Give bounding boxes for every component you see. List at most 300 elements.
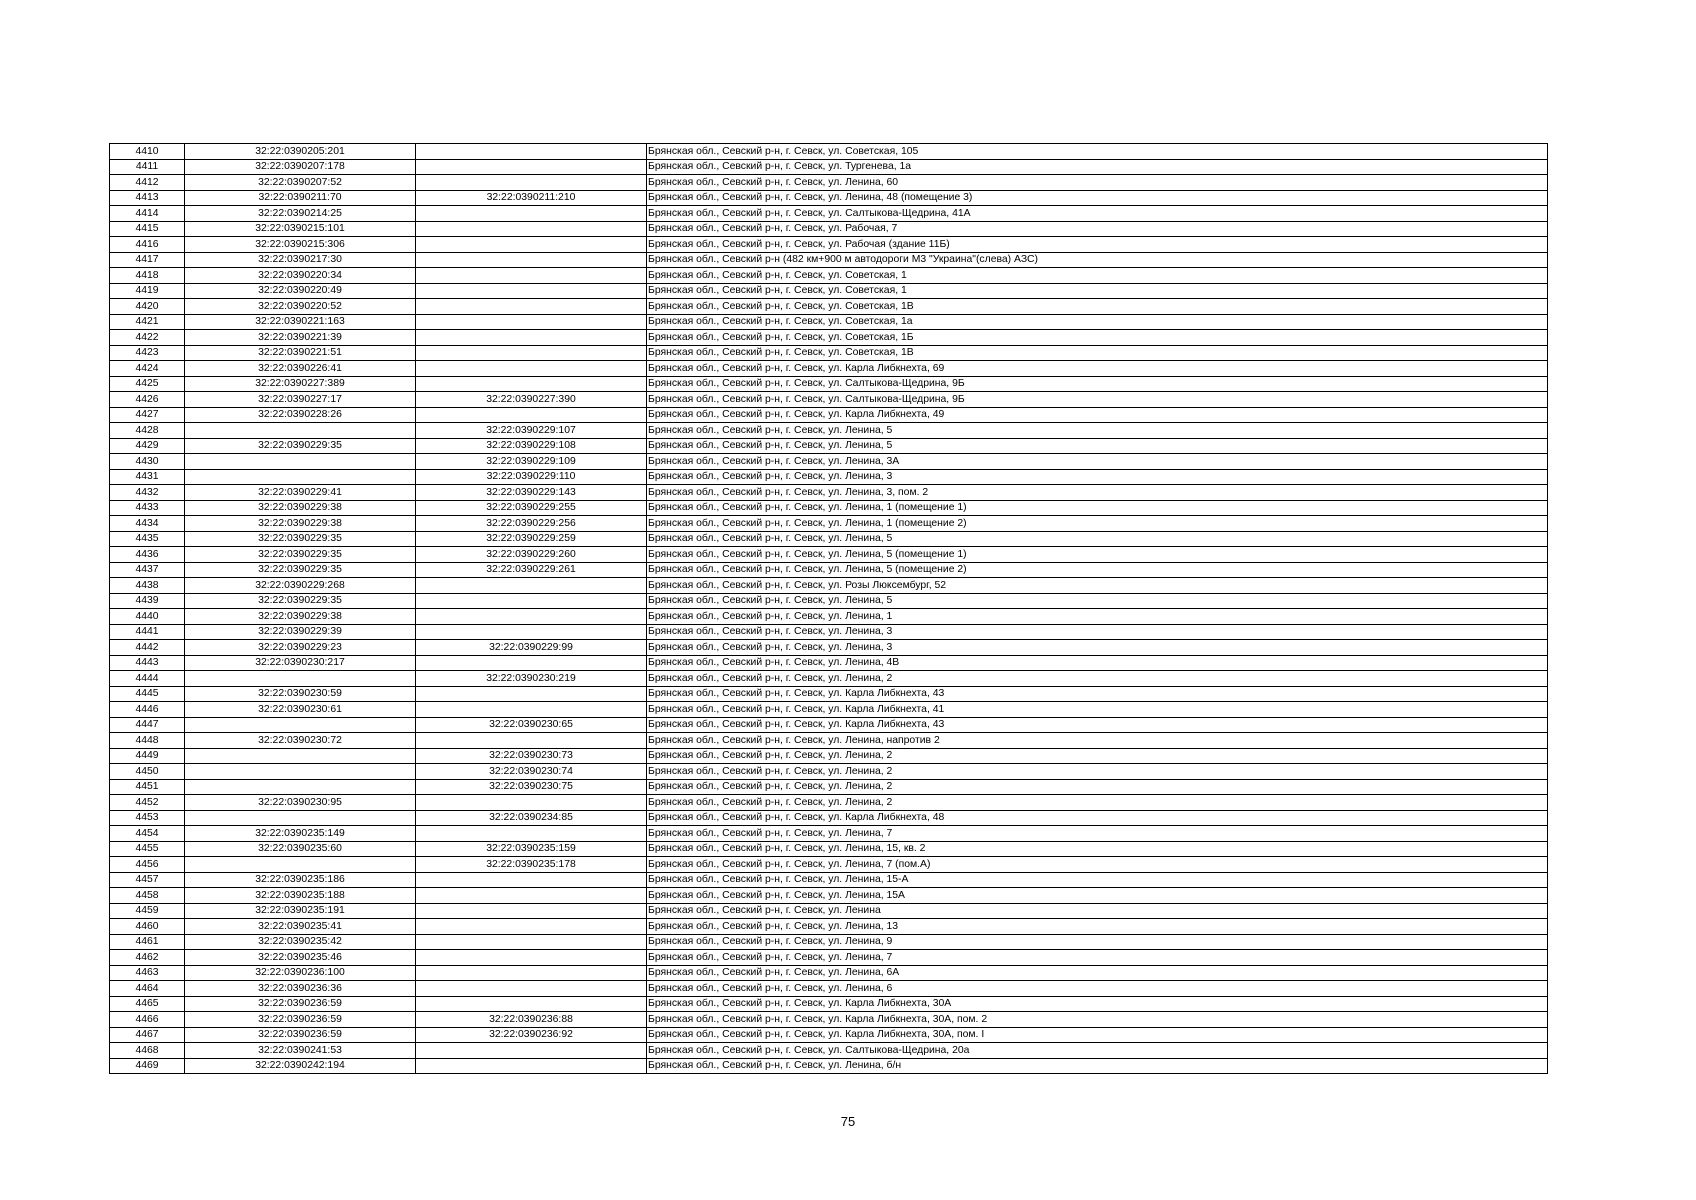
row-number-cell: 4448 bbox=[110, 733, 185, 749]
sub-cadastral-number-cell bbox=[416, 268, 647, 284]
address-cell: Брянская обл., Севский р-н, г. Севск, ул. Ленина, 2 bbox=[647, 671, 1548, 687]
row-number-cell: 4428 bbox=[110, 423, 185, 439]
table-row bbox=[110, 857, 1548, 873]
address-cell: Брянская обл., Севский р-н, г. Севск, ул. Советская, 1Б bbox=[647, 330, 1548, 346]
table-row bbox=[110, 609, 1548, 625]
cadastral-number-cell bbox=[185, 469, 416, 485]
sub-cadastral-number-cell bbox=[416, 144, 647, 160]
table-row bbox=[110, 996, 1548, 1012]
cadastral-number-cell: 32:22:0390235:42 bbox=[185, 934, 416, 950]
address-cell: Брянская обл., Севский р-н, г. Севск, ул. Ленина, 6 bbox=[647, 981, 1548, 997]
address-cell: Брянская обл., Севский р-н, г. Севск, ул. Ленина bbox=[647, 903, 1548, 919]
cadastral-number-cell bbox=[185, 764, 416, 780]
row-number-cell: 4431 bbox=[110, 469, 185, 485]
sub-cadastral-number-cell bbox=[416, 733, 647, 749]
sub-cadastral-number-cell bbox=[416, 314, 647, 330]
sub-cadastral-number-cell: 32:22:0390229:256 bbox=[416, 516, 647, 532]
address-cell: Брянская обл., Севский р-н, г. Севск, ул. Карла Либкнехта, 49 bbox=[647, 407, 1548, 423]
sub-cadastral-number-cell bbox=[416, 934, 647, 950]
address-cell: Брянская обл., Севский р-н, г. Севск, ул. Ленина, 2 bbox=[647, 748, 1548, 764]
address-cell: Брянская обл., Севский р-н, г. Севск, ул. Советская, 1В bbox=[647, 345, 1548, 361]
address-cell: Брянская обл., Севский р-н, г. Севск, ул. Карла Либкнехта, 69 bbox=[647, 361, 1548, 377]
address-cell: Брянская обл., Севский р-н, г. Севск, ул. Карла Либкнехта, 30А, пом. 2 bbox=[647, 1012, 1548, 1028]
row-number-cell: 4455 bbox=[110, 841, 185, 857]
table-row bbox=[110, 330, 1548, 346]
table-row bbox=[110, 795, 1548, 811]
sub-cadastral-number-cell: 32:22:0390230:65 bbox=[416, 717, 647, 733]
sub-cadastral-number-cell: 32:22:0390230:73 bbox=[416, 748, 647, 764]
cadastral-number-cell: 32:22:0390221:51 bbox=[185, 345, 416, 361]
cadastral-number-cell: 32:22:0390235:149 bbox=[185, 826, 416, 842]
table-row bbox=[110, 919, 1548, 935]
cadastral-number-cell: 32:22:0390229:41 bbox=[185, 485, 416, 501]
address-cell: Брянская обл., Севский р-н, г. Севск, ул. Советская, 1 bbox=[647, 268, 1548, 284]
cadastral-number-cell: 32:22:0390235:191 bbox=[185, 903, 416, 919]
sub-cadastral-number-cell: 32:22:0390229:143 bbox=[416, 485, 647, 501]
sub-cadastral-number-cell: 32:22:0390229:261 bbox=[416, 562, 647, 578]
address-cell: Брянская обл., Севский р-н, г. Севск, ул. Ленина, 9 bbox=[647, 934, 1548, 950]
cadastral-number-cell: 32:22:0390215:306 bbox=[185, 237, 416, 253]
sub-cadastral-number-cell: 32:22:0390236:92 bbox=[416, 1027, 647, 1043]
address-cell: Брянская обл., Севский р-н, г. Севск, ул. Ленина, 1 (помещение 1) bbox=[647, 500, 1548, 516]
table-row bbox=[110, 206, 1548, 222]
row-number-cell: 4469 bbox=[110, 1058, 185, 1074]
row-number-cell: 4437 bbox=[110, 562, 185, 578]
table-row bbox=[110, 1058, 1548, 1074]
address-cell: Брянская обл., Севский р-н, г. Севск, ул. Советская, 1а bbox=[647, 314, 1548, 330]
cadastral-number-cell: 32:22:0390220:52 bbox=[185, 299, 416, 315]
sub-cadastral-number-cell bbox=[416, 1058, 647, 1074]
row-number-cell: 4461 bbox=[110, 934, 185, 950]
table-row bbox=[110, 717, 1548, 733]
cadastral-number-cell bbox=[185, 857, 416, 873]
sub-cadastral-number-cell: 32:22:0390229:255 bbox=[416, 500, 647, 516]
row-number-cell: 4462 bbox=[110, 950, 185, 966]
row-number-cell: 4413 bbox=[110, 190, 185, 206]
sub-cadastral-number-cell bbox=[416, 330, 647, 346]
row-number-cell: 4457 bbox=[110, 872, 185, 888]
address-cell: Брянская обл., Севский р-н, г. Севск, ул. Ленина, 15А bbox=[647, 888, 1548, 904]
cadastral-number-cell: 32:22:0390236:100 bbox=[185, 965, 416, 981]
cadastral-number-cell: 32:22:0390230:72 bbox=[185, 733, 416, 749]
row-number-cell: 4438 bbox=[110, 578, 185, 594]
cadastral-number-cell: 32:22:0390205:201 bbox=[185, 144, 416, 160]
address-cell: Брянская обл., Севский р-н, г. Севск, ул. Розы Люксембург, 52 bbox=[647, 578, 1548, 594]
address-cell: Брянская обл., Севский р-н, г. Севск, ул. Ленина, 7 bbox=[647, 826, 1548, 842]
row-number-cell: 4420 bbox=[110, 299, 185, 315]
row-number-cell: 4468 bbox=[110, 1043, 185, 1059]
table-row bbox=[110, 779, 1548, 795]
sub-cadastral-number-cell bbox=[416, 872, 647, 888]
address-cell: Брянская обл., Севский р-н, г. Севск, ул. Ленина, 3 bbox=[647, 624, 1548, 640]
address-cell: Брянская обл., Севский р-н, г. Севск, ул. Ленина, 3, пом. 2 bbox=[647, 485, 1548, 501]
sub-cadastral-number-cell bbox=[416, 361, 647, 377]
sub-cadastral-number-cell bbox=[416, 981, 647, 997]
address-cell: Брянская обл., Севский р-н, г. Севск, ул. Карла Либкнехта, 30А, пом. I bbox=[647, 1027, 1548, 1043]
registry-table-body bbox=[110, 144, 1548, 1074]
cadastral-number-cell: 32:22:0390221:163 bbox=[185, 314, 416, 330]
table-row bbox=[110, 671, 1548, 687]
table-row bbox=[110, 190, 1548, 206]
cadastral-number-cell: 32:22:0390228:26 bbox=[185, 407, 416, 423]
cadastral-number-cell: 32:22:0390235:46 bbox=[185, 950, 416, 966]
cadastral-number-cell: 32:22:0390229:268 bbox=[185, 578, 416, 594]
row-number-cell: 4465 bbox=[110, 996, 185, 1012]
row-number-cell: 4458 bbox=[110, 888, 185, 904]
sub-cadastral-number-cell bbox=[416, 888, 647, 904]
address-cell: Брянская обл., Севский р-н, г. Севск, ул. Карла Либкнехта, 43 bbox=[647, 686, 1548, 702]
table-row bbox=[110, 221, 1548, 237]
address-cell: Брянская обл., Севский р-н, г. Севск, ул. Ленина, 5 bbox=[647, 438, 1548, 454]
cadastral-number-cell: 32:22:0390235:41 bbox=[185, 919, 416, 935]
address-cell: Брянская обл., Севский р-н, г. Севск, ул. Салтыкова-Щедрина, 9Б bbox=[647, 376, 1548, 392]
row-number-cell: 4459 bbox=[110, 903, 185, 919]
table-row bbox=[110, 562, 1548, 578]
address-cell: Брянская обл., Севский р-н, г. Севск, ул. Карла Либкнехта, 30А bbox=[647, 996, 1548, 1012]
table-row bbox=[110, 1043, 1548, 1059]
cadastral-number-cell: 32:22:0390236:59 bbox=[185, 1012, 416, 1028]
table-row bbox=[110, 826, 1548, 842]
row-number-cell: 4460 bbox=[110, 919, 185, 935]
address-cell: Брянская обл., Севский р-н, г. Севск, ул. Советская, 1 bbox=[647, 283, 1548, 299]
cadastral-number-cell: 32:22:0390217:30 bbox=[185, 252, 416, 268]
sub-cadastral-number-cell bbox=[416, 702, 647, 718]
table-row bbox=[110, 268, 1548, 284]
address-cell: Брянская обл., Севский р-н, г. Севск, ул. Ленина, 15, кв. 2 bbox=[647, 841, 1548, 857]
sub-cadastral-number-cell bbox=[416, 175, 647, 191]
sub-cadastral-number-cell bbox=[416, 609, 647, 625]
row-number-cell: 4439 bbox=[110, 593, 185, 609]
cadastral-number-cell: 32:22:0390229:35 bbox=[185, 593, 416, 609]
address-cell: Брянская обл., Севский р-н, г. Севск, ул. Ленина, б/н bbox=[647, 1058, 1548, 1074]
sub-cadastral-number-cell bbox=[416, 237, 647, 253]
sub-cadastral-number-cell bbox=[416, 903, 647, 919]
address-cell: Брянская обл., Севский р-н (482 км+900 м автодороги М3 "Украина"(слева) АЗС) bbox=[647, 252, 1548, 268]
cadastral-number-cell: 32:22:0390235:188 bbox=[185, 888, 416, 904]
sub-cadastral-number-cell: 32:22:0390227:390 bbox=[416, 392, 647, 408]
table-row bbox=[110, 469, 1548, 485]
cadastral-number-cell: 32:22:0390230:95 bbox=[185, 795, 416, 811]
row-number-cell: 4423 bbox=[110, 345, 185, 361]
row-number-cell: 4466 bbox=[110, 1012, 185, 1028]
table-row bbox=[110, 516, 1548, 532]
table-row bbox=[110, 314, 1548, 330]
row-number-cell: 4410 bbox=[110, 144, 185, 160]
row-number-cell: 4456 bbox=[110, 857, 185, 873]
row-number-cell: 4421 bbox=[110, 314, 185, 330]
row-number-cell: 4433 bbox=[110, 500, 185, 516]
cadastral-number-cell: 32:22:0390221:39 bbox=[185, 330, 416, 346]
table-row bbox=[110, 1027, 1548, 1043]
sub-cadastral-number-cell: 32:22:0390235:178 bbox=[416, 857, 647, 873]
table-row bbox=[110, 175, 1548, 191]
cadastral-number-cell: 32:22:0390236:59 bbox=[185, 996, 416, 1012]
sub-cadastral-number-cell bbox=[416, 593, 647, 609]
cadastral-number-cell: 32:22:0390227:17 bbox=[185, 392, 416, 408]
sub-cadastral-number-cell bbox=[416, 221, 647, 237]
cadastral-number-cell: 32:22:0390235:186 bbox=[185, 872, 416, 888]
table-row bbox=[110, 841, 1548, 857]
sub-cadastral-number-cell bbox=[416, 655, 647, 671]
sub-cadastral-number-cell: 32:22:0390229:259 bbox=[416, 531, 647, 547]
row-number-cell: 4414 bbox=[110, 206, 185, 222]
row-number-cell: 4451 bbox=[110, 779, 185, 795]
address-cell: Брянская обл., Севский р-н, г. Севск, ул. Ленина, 4В bbox=[647, 655, 1548, 671]
table-row bbox=[110, 903, 1548, 919]
cadastral-number-cell bbox=[185, 748, 416, 764]
cadastral-number-cell: 32:22:0390229:39 bbox=[185, 624, 416, 640]
table-row bbox=[110, 531, 1548, 547]
sub-cadastral-number-cell bbox=[416, 919, 647, 935]
cadastral-number-cell: 32:22:0390214:25 bbox=[185, 206, 416, 222]
address-cell: Брянская обл., Севский р-н, г. Севск, ул. Ленина, 5 (помещение 2) bbox=[647, 562, 1548, 578]
row-number-cell: 4412 bbox=[110, 175, 185, 191]
table-row bbox=[110, 547, 1548, 563]
cadastral-number-cell: 32:22:0390207:52 bbox=[185, 175, 416, 191]
sub-cadastral-number-cell: 32:22:0390229:107 bbox=[416, 423, 647, 439]
sub-cadastral-number-cell: 32:22:0390229:110 bbox=[416, 469, 647, 485]
table-row bbox=[110, 361, 1548, 377]
address-cell: Брянская обл., Севский р-н, г. Севск, ул. Ленина, напротив 2 bbox=[647, 733, 1548, 749]
row-number-cell: 4434 bbox=[110, 516, 185, 532]
sub-cadastral-number-cell bbox=[416, 795, 647, 811]
cadastral-number-cell: 32:22:0390229:38 bbox=[185, 516, 416, 532]
row-number-cell: 4427 bbox=[110, 407, 185, 423]
row-number-cell: 4441 bbox=[110, 624, 185, 640]
row-number-cell: 4442 bbox=[110, 640, 185, 656]
row-number-cell: 4419 bbox=[110, 283, 185, 299]
sub-cadastral-number-cell bbox=[416, 283, 647, 299]
cadastral-number-cell: 32:22:0390230:217 bbox=[185, 655, 416, 671]
sub-cadastral-number-cell: 32:22:0390211:210 bbox=[416, 190, 647, 206]
cadastral-number-cell: 32:22:0390215:101 bbox=[185, 221, 416, 237]
table-row bbox=[110, 593, 1548, 609]
row-number-cell: 4425 bbox=[110, 376, 185, 392]
address-cell: Брянская обл., Севский р-н, г. Севск, ул. Ленина, 3А bbox=[647, 454, 1548, 470]
address-cell: Брянская обл., Севский р-н, г. Севск, ул. Салтыкова-Щедрина, 41А bbox=[647, 206, 1548, 222]
table-row bbox=[110, 1012, 1548, 1028]
address-cell: Брянская обл., Севский р-н, г. Севск, ул. Рабочая (здание 11Б) bbox=[647, 237, 1548, 253]
row-number-cell: 4453 bbox=[110, 810, 185, 826]
row-number-cell: 4426 bbox=[110, 392, 185, 408]
table-row bbox=[110, 624, 1548, 640]
sub-cadastral-number-cell bbox=[416, 299, 647, 315]
row-number-cell: 4432 bbox=[110, 485, 185, 501]
address-cell: Брянская обл., Севский р-н, г. Севск, ул. Ленина, 3 bbox=[647, 469, 1548, 485]
sub-cadastral-number-cell bbox=[416, 826, 647, 842]
sub-cadastral-number-cell: 32:22:0390236:88 bbox=[416, 1012, 647, 1028]
cadastral-number-cell: 32:22:0390229:38 bbox=[185, 609, 416, 625]
table-row bbox=[110, 764, 1548, 780]
table-row bbox=[110, 981, 1548, 997]
row-number-cell: 4440 bbox=[110, 609, 185, 625]
cadastral-number-cell: 32:22:0390229:35 bbox=[185, 547, 416, 563]
address-cell: Брянская обл., Севский р-н, г. Севск, ул. Ленина, 60 bbox=[647, 175, 1548, 191]
row-number-cell: 4445 bbox=[110, 686, 185, 702]
cadastral-number-cell: 32:22:0390229:38 bbox=[185, 500, 416, 516]
sub-cadastral-number-cell bbox=[416, 578, 647, 594]
address-cell: Брянская обл., Севский р-н, г. Севск, ул. Ленина, 2 bbox=[647, 764, 1548, 780]
address-cell: Брянская обл., Севский р-н, г. Севск, ул. Советская, 1В bbox=[647, 299, 1548, 315]
row-number-cell: 4424 bbox=[110, 361, 185, 377]
sub-cadastral-number-cell: 32:22:0390229:108 bbox=[416, 438, 647, 454]
cadastral-number-cell: 32:22:0390229:23 bbox=[185, 640, 416, 656]
table-row bbox=[110, 407, 1548, 423]
table-row bbox=[110, 934, 1548, 950]
row-number-cell: 4411 bbox=[110, 159, 185, 175]
cadastral-number-cell: 32:22:0390229:35 bbox=[185, 562, 416, 578]
table-row bbox=[110, 283, 1548, 299]
sub-cadastral-number-cell bbox=[416, 252, 647, 268]
sub-cadastral-number-cell bbox=[416, 407, 647, 423]
row-number-cell: 4447 bbox=[110, 717, 185, 733]
address-cell: Брянская обл., Севский р-н, г. Севск, ул. Ленина, 7 (пом.А) bbox=[647, 857, 1548, 873]
address-cell: Брянская обл., Севский р-н, г. Севск, ул. Ленина, 1 (помещение 2) bbox=[647, 516, 1548, 532]
address-cell: Брянская обл., Севский р-н, г. Севск, ул. Ленина, 7 bbox=[647, 950, 1548, 966]
address-cell: Брянская обл., Севский р-н, г. Севск, ул. Ленина, 2 bbox=[647, 779, 1548, 795]
address-cell: Брянская обл., Севский р-н, г. Севск, ул. Ленина, 48 (помещение 3) bbox=[647, 190, 1548, 206]
row-number-cell: 4463 bbox=[110, 965, 185, 981]
row-number-cell: 4450 bbox=[110, 764, 185, 780]
table-row bbox=[110, 144, 1548, 160]
address-cell: Брянская обл., Севский р-н, г. Севск, ул. Карла Либкнехта, 41 bbox=[647, 702, 1548, 718]
cadastral-number-cell: 32:22:0390235:60 bbox=[185, 841, 416, 857]
sub-cadastral-number-cell bbox=[416, 376, 647, 392]
row-number-cell: 4446 bbox=[110, 702, 185, 718]
table-row bbox=[110, 485, 1548, 501]
registry-table bbox=[109, 143, 1548, 1074]
table-row bbox=[110, 500, 1548, 516]
sub-cadastral-number-cell: 32:22:0390229:99 bbox=[416, 640, 647, 656]
sub-cadastral-number-cell: 32:22:0390230:74 bbox=[416, 764, 647, 780]
cadastral-number-cell: 32:22:0390211:70 bbox=[185, 190, 416, 206]
table-row bbox=[110, 748, 1548, 764]
address-cell: Брянская обл., Севский р-н, г. Севск, ул. Ленина, 13 bbox=[647, 919, 1548, 935]
sub-cadastral-number-cell: 32:22:0390229:260 bbox=[416, 547, 647, 563]
address-cell: Брянская обл., Севский р-н, г. Севск, ул. Ленина, 3 bbox=[647, 640, 1548, 656]
address-cell: Брянская обл., Севский р-н, г. Севск, ул. Ленина, 1 bbox=[647, 609, 1548, 625]
table-row bbox=[110, 454, 1548, 470]
sub-cadastral-number-cell: 32:22:0390229:109 bbox=[416, 454, 647, 470]
cadastral-number-cell: 32:22:0390229:35 bbox=[185, 438, 416, 454]
address-cell: Брянская обл., Севский р-н, г. Севск, ул. Ленина, 15-А bbox=[647, 872, 1548, 888]
row-number-cell: 4444 bbox=[110, 671, 185, 687]
table-row bbox=[110, 159, 1548, 175]
cadastral-number-cell bbox=[185, 717, 416, 733]
cadastral-number-cell: 32:22:0390229:35 bbox=[185, 531, 416, 547]
sub-cadastral-number-cell bbox=[416, 159, 647, 175]
table-row bbox=[110, 392, 1548, 408]
table-row bbox=[110, 252, 1548, 268]
cadastral-number-cell: 32:22:0390230:59 bbox=[185, 686, 416, 702]
address-cell: Брянская обл., Севский р-н, г. Севск, ул. Рабочая, 7 bbox=[647, 221, 1548, 237]
row-number-cell: 4452 bbox=[110, 795, 185, 811]
table-row bbox=[110, 640, 1548, 656]
row-number-cell: 4417 bbox=[110, 252, 185, 268]
table-row bbox=[110, 299, 1548, 315]
row-number-cell: 4416 bbox=[110, 237, 185, 253]
sub-cadastral-number-cell bbox=[416, 686, 647, 702]
cadastral-number-cell: 32:22:0390230:61 bbox=[185, 702, 416, 718]
cadastral-number-cell: 32:22:0390226:41 bbox=[185, 361, 416, 377]
address-cell: Брянская обл., Севский р-н, г. Севск, ул. Салтыкова-Щедрина, 9Б bbox=[647, 392, 1548, 408]
address-cell: Брянская обл., Севский р-н, г. Севск, ул. Ленина, 6А bbox=[647, 965, 1548, 981]
cadastral-number-cell bbox=[185, 671, 416, 687]
table-row bbox=[110, 578, 1548, 594]
cadastral-number-cell: 32:22:0390220:34 bbox=[185, 268, 416, 284]
sub-cadastral-number-cell: 32:22:0390230:75 bbox=[416, 779, 647, 795]
table-row bbox=[110, 438, 1548, 454]
sub-cadastral-number-cell bbox=[416, 345, 647, 361]
address-cell: Брянская обл., Севский р-н, г. Севск, ул. Салтыкова-Щедрина, 20а bbox=[647, 1043, 1548, 1059]
sub-cadastral-number-cell bbox=[416, 1043, 647, 1059]
address-cell: Брянская обл., Севский р-н, г. Севск, ул. Карла Либкнехта, 43 bbox=[647, 717, 1548, 733]
table-row bbox=[110, 872, 1548, 888]
cadastral-number-cell: 32:22:0390207:178 bbox=[185, 159, 416, 175]
cadastral-number-cell: 32:22:0390236:36 bbox=[185, 981, 416, 997]
table-row bbox=[110, 686, 1548, 702]
row-number-cell: 4418 bbox=[110, 268, 185, 284]
row-number-cell: 4449 bbox=[110, 748, 185, 764]
row-number-cell: 4467 bbox=[110, 1027, 185, 1043]
address-cell: Брянская обл., Севский р-н, г. Севск, ул. Карла Либкнехта, 48 bbox=[647, 810, 1548, 826]
cadastral-number-cell: 32:22:0390241:53 bbox=[185, 1043, 416, 1059]
cadastral-number-cell: 32:22:0390220:49 bbox=[185, 283, 416, 299]
table-row bbox=[110, 810, 1548, 826]
address-cell: Брянская обл., Севский р-н, г. Севск, ул. Ленина, 5 bbox=[647, 531, 1548, 547]
table-row bbox=[110, 950, 1548, 966]
cadastral-number-cell bbox=[185, 779, 416, 795]
sub-cadastral-number-cell bbox=[416, 996, 647, 1012]
cadastral-number-cell: 32:22:0390242:194 bbox=[185, 1058, 416, 1074]
table-row bbox=[110, 376, 1548, 392]
sub-cadastral-number-cell bbox=[416, 624, 647, 640]
sub-cadastral-number-cell: 32:22:0390230:219 bbox=[416, 671, 647, 687]
cadastral-number-cell: 32:22:0390227:389 bbox=[185, 376, 416, 392]
table-row bbox=[110, 237, 1548, 253]
row-number-cell: 4415 bbox=[110, 221, 185, 237]
sub-cadastral-number-cell bbox=[416, 950, 647, 966]
sub-cadastral-number-cell bbox=[416, 965, 647, 981]
cadastral-number-cell bbox=[185, 810, 416, 826]
table-row bbox=[110, 733, 1548, 749]
address-cell: Брянская обл., Севский р-н, г. Севск, ул. Тургенева, 1а bbox=[647, 159, 1548, 175]
sub-cadastral-number-cell bbox=[416, 206, 647, 222]
sub-cadastral-number-cell: 32:22:0390234:85 bbox=[416, 810, 647, 826]
sub-cadastral-number-cell: 32:22:0390235:159 bbox=[416, 841, 647, 857]
row-number-cell: 4443 bbox=[110, 655, 185, 671]
address-cell: Брянская обл., Севский р-н, г. Севск, ул. Советская, 105 bbox=[647, 144, 1548, 160]
address-cell: Брянская обл., Севский р-н, г. Севск, ул. Ленина, 5 bbox=[647, 593, 1548, 609]
row-number-cell: 4436 bbox=[110, 547, 185, 563]
cadastral-number-cell: 32:22:0390236:59 bbox=[185, 1027, 416, 1043]
cadastral-number-cell bbox=[185, 423, 416, 439]
table-row bbox=[110, 702, 1548, 718]
address-cell: Брянская обл., Севский р-н, г. Севск, ул. Ленина, 5 bbox=[647, 423, 1548, 439]
address-cell: Брянская обл., Севский р-н, г. Севск, ул. Ленина, 2 bbox=[647, 795, 1548, 811]
table-row bbox=[110, 423, 1548, 439]
table-row bbox=[110, 655, 1548, 671]
row-number-cell: 4464 bbox=[110, 981, 185, 997]
cadastral-number-cell bbox=[185, 454, 416, 470]
table-row bbox=[110, 965, 1548, 981]
row-number-cell: 4454 bbox=[110, 826, 185, 842]
table-row bbox=[110, 345, 1548, 361]
page-number: 75 bbox=[840, 1114, 856, 1129]
address-cell: Брянская обл., Севский р-н, г. Севск, ул. Ленина, 5 (помещение 1) bbox=[647, 547, 1548, 563]
row-number-cell: 4429 bbox=[110, 438, 185, 454]
row-number-cell: 4430 bbox=[110, 454, 185, 470]
